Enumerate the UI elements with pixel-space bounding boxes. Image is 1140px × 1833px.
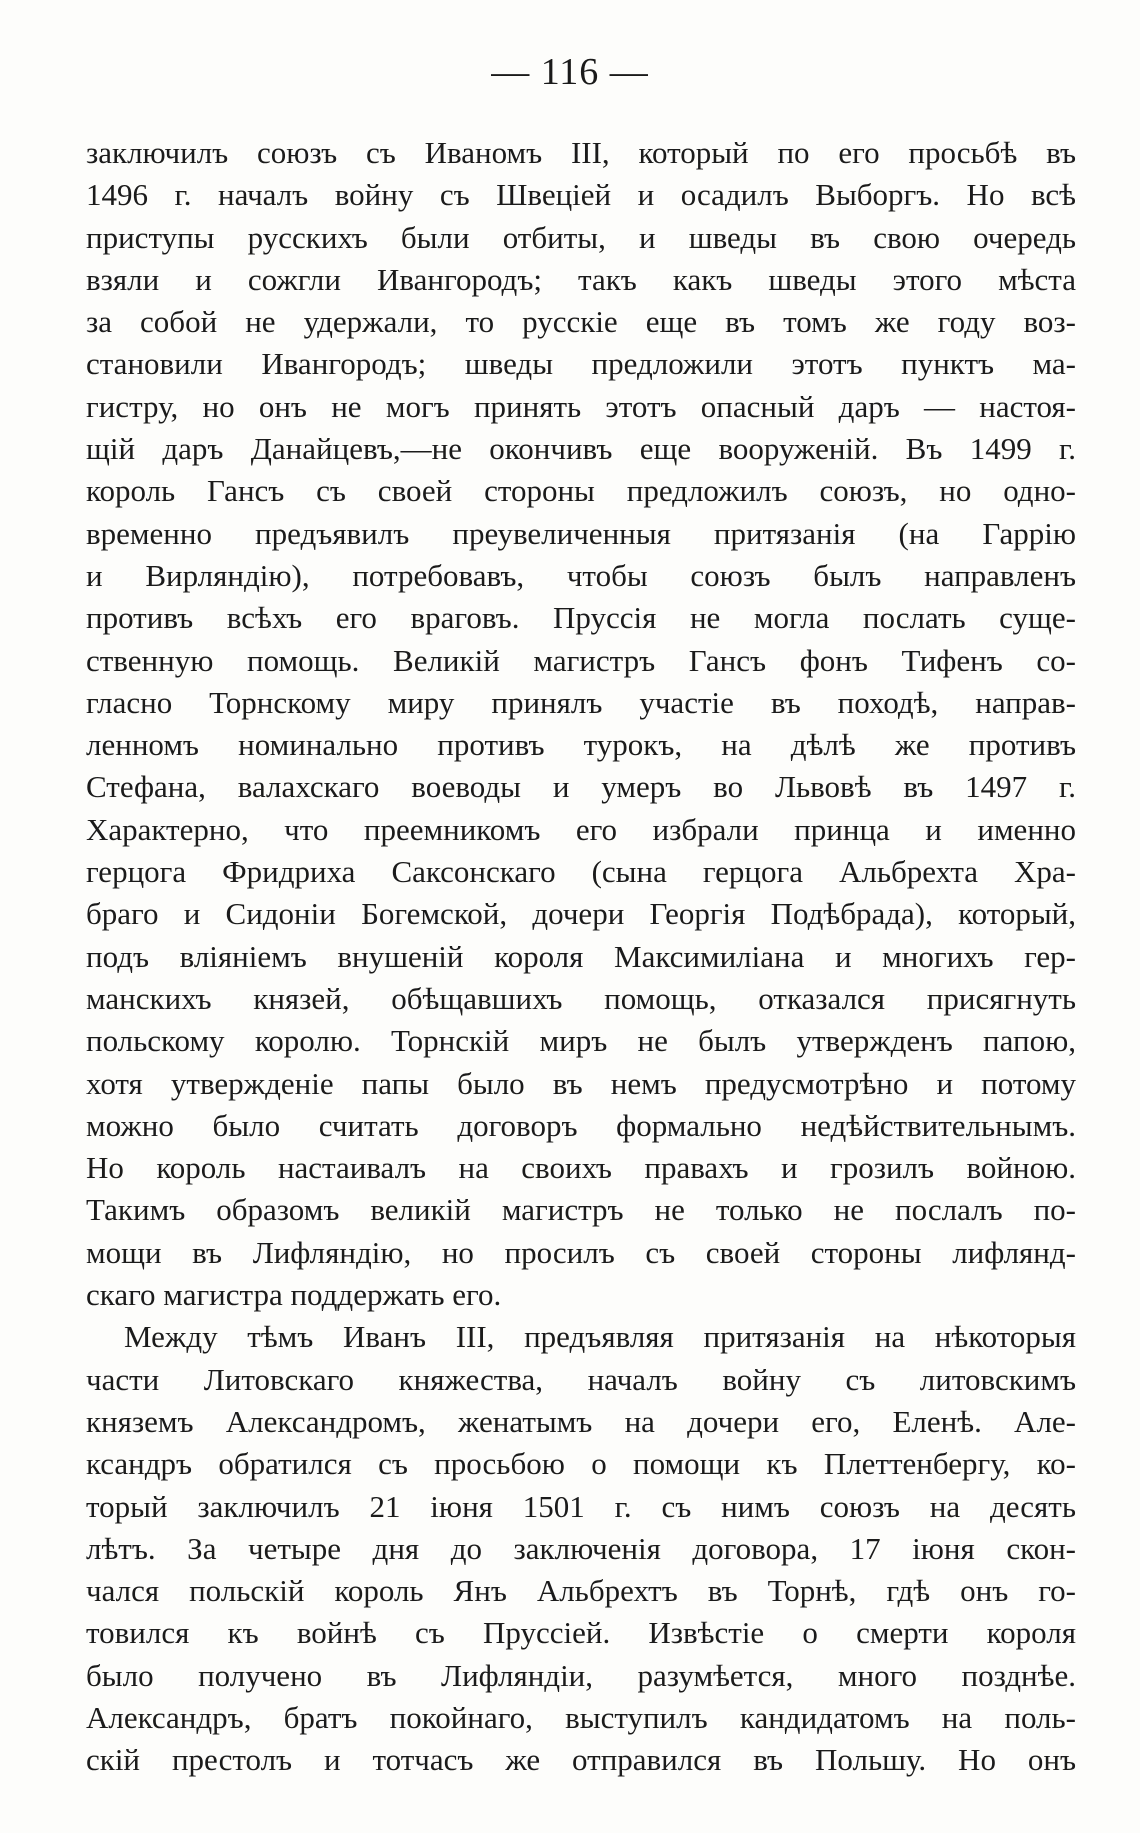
text-line: за собой не удержали, то русскіе еще въ томъ же году воз-	[86, 304, 1076, 340]
text-line: Но король настаивалъ на своихъ правахъ и грозилъ войною.	[86, 1150, 1076, 1186]
text-line: становили Ивангородъ; шведы предложили этотъ пунктъ ма-	[86, 346, 1076, 382]
paragraph-2	[86, 1316, 1076, 1781]
body-text	[86, 132, 1076, 1782]
text-line: лѣтъ. За четыре дня до заключенія договора, 17 іюня скон-	[86, 1530, 1076, 1566]
text-line: было получено въ Лифляндіи, разумѣется, много позднѣе.	[86, 1657, 1076, 1693]
paragraph-1	[86, 132, 1076, 1316]
text-line: хотя утвержденіе папы было въ немъ предусмотрѣно и потому	[86, 1065, 1076, 1101]
text-line: подъ вліяніемъ внушеній короля Максимиліана и многихъ гер-	[86, 938, 1076, 974]
text-line: товился къ войнѣ съ Пруссіей. Извѣстіе о смерти короля	[86, 1615, 1076, 1651]
text-line: приступы русскихъ были отбиты, и шведы въ свою очередь	[86, 219, 1076, 255]
text-line: 1496 г. началъ войну съ Швеціей и осадилъ Выборгъ. Но всѣ	[86, 177, 1076, 213]
text-line: Такимъ образомъ великій магистръ не только не послалъ по-	[86, 1192, 1076, 1228]
text-line: щій даръ Данайцевъ,—не окончивъ еще вооруженій. Въ 1499 г.	[86, 431, 1076, 467]
text-line: Александръ, братъ покойнаго, выступилъ кандидатомъ на поль-	[86, 1699, 1076, 1735]
text-line: Характерно, что преемникомъ его избрали принца и именно	[86, 811, 1076, 847]
text-line: манскихъ князей, обѣщавшихъ помощь, отказался присягнуть	[86, 980, 1076, 1016]
text-line: взяли и сожгли Ивангородъ; такъ какъ шведы этого мѣста	[86, 261, 1076, 297]
text-line: ственную помощь. Великій магистръ Гансъ фонъ Тифенъ со-	[86, 642, 1076, 678]
text-line: ксандръ обратился съ просьбою о помощи къ Плеттенбергу, ко-	[86, 1446, 1076, 1482]
text-line: мощи въ Лифляндію, но просилъ съ своей стороны лифлянд-	[86, 1234, 1076, 1270]
text-line: польскому королю. Торнскій миръ не былъ утвержденъ папою,	[86, 1023, 1076, 1059]
text-line: браго и Сидоніи Богемской, дочери Георгія Подѣбрада), который,	[86, 896, 1076, 932]
text-line: заключилъ союзъ съ Иваномъ III, который по его просьбѣ въ	[86, 135, 1076, 170]
text-line: король Гансъ съ своей стороны предложилъ союзъ, но одно-	[86, 473, 1076, 509]
text-line: гистру, но онъ не могъ принять этотъ опасный даръ — настоя-	[86, 388, 1076, 424]
text-line: чался польскій король Янъ Альбрехтъ въ Торнѣ, гдѣ онъ го-	[86, 1573, 1076, 1609]
text-line: можно было считать договоръ формально недѣйствительнымъ.	[86, 1107, 1076, 1143]
text-line: и Вирляндію), потребовавъ, чтобы союзъ былъ направленъ	[86, 557, 1076, 593]
text-line: гласно Торнскому миру принялъ участіе въ походѣ, направ-	[86, 684, 1076, 720]
text-line: герцога Фридриха Саксонскаго (сына герцога Альбрехта Хра-	[86, 854, 1076, 890]
text-line: скаго магистра поддержать его.	[86, 1277, 502, 1313]
text-line: Между тѣмъ Иванъ III, предъявляя притязанія на нѣкоторыя	[124, 1319, 1076, 1355]
text-line: княземъ Александромъ, женатымъ на дочери его, Еленѣ. Але-	[86, 1403, 1076, 1439]
text-line: противъ всѣхъ его враговъ. Пруссія не могла послать суще-	[86, 600, 1076, 636]
text-line: временно предъявилъ преувеличенныя притязанія (на Гаррію	[86, 515, 1076, 551]
text-line: части Литовскаго княжества, началъ войну съ литовскимъ	[86, 1361, 1076, 1397]
text-line: скій престолъ и тотчасъ же отправился въ Польшу. Но онъ	[86, 1742, 1076, 1778]
text-line: ленномъ номинально противъ турокъ, на дѣлѣ же противъ	[86, 727, 1076, 763]
page-number: — 116 —	[491, 51, 649, 93]
text-line: Стефана, валахскаго воеводы и умеръ во Львовѣ въ 1497 г.	[86, 769, 1076, 805]
text-line: торый заключилъ 21 іюня 1501 г. съ нимъ союзъ на десять	[86, 1488, 1076, 1524]
